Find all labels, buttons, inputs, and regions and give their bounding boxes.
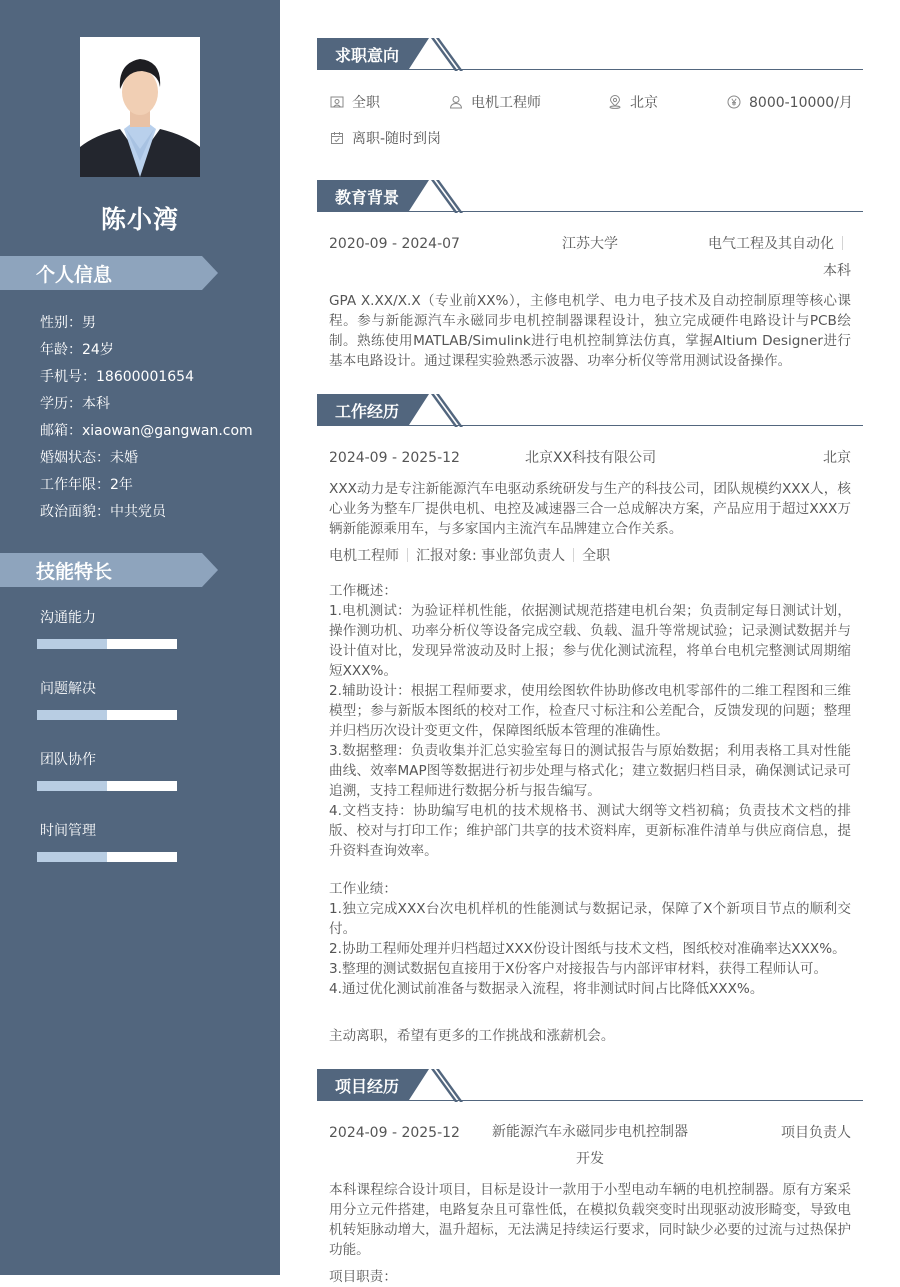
company-description: XXX动力是专注新能源汽车电驱动系统研发与生产的科技公司，团队规模约XXX人，核心业务为整车厂提供电机、电控及减速器三合一总成解决方案，产品应用于超过XXX万辆新能源乘用车，与多家国内主流汽车品牌建立合作关系。 xyxy=(329,481,851,537)
section-title: 项目经历 xyxy=(317,1069,409,1100)
info-age: 年龄：24岁 xyxy=(40,342,114,358)
skill-bar xyxy=(37,852,177,862)
education-description: GPA X.XX/X.X（专业前XX%），主修电机学、电力电子技术及自动控制原理等核心课程。参与新能源汽车永磁同步电机控制器课程设计，独立完成硬件电路设计与PCB绘制。熟练使用MATLAB/Simulink进行电机控制算法仿真，掌握Altium Designer进行基本电路设计。通过课程实验熟悉示波器、功率分析仪等常用测试设备操作。 xyxy=(329,293,851,369)
calendar-icon xyxy=(330,131,344,145)
project-role: 项目负责人 xyxy=(781,1125,851,1141)
info-phone: 手机号：18600001654 xyxy=(40,369,194,385)
achievement-item: 3.整理的测试数据包直接用于X份客户对接报告与内部评审材料，获得工程师认可。 xyxy=(329,961,828,977)
yuan-coin-icon xyxy=(727,95,741,109)
personal-info-title: 个人信息 xyxy=(36,264,113,286)
info-education: 学历：本科 xyxy=(40,396,110,412)
skill-bar-fill xyxy=(37,710,107,720)
skill-bar-fill xyxy=(37,781,107,791)
section-divider xyxy=(317,69,863,70)
person-icon xyxy=(449,95,463,109)
work-meta xyxy=(329,546,610,566)
sidebar xyxy=(0,0,280,1275)
info-email: 邮箱：xiaowan@gangwan.com xyxy=(40,423,253,439)
personal-info-list xyxy=(40,310,253,526)
overview-item: 2.辅助设计：根据工程师要求，使用绘图软件协助修改电机零部件的二维工程图和三维模型；参与新版本图纸的校对工作，检查尺寸标注和公差配合，反馈发现的问题；整理并归档历次设计变更文件，保障图纸版本管理的准确性。 xyxy=(329,683,851,739)
job-city: 北京 xyxy=(608,93,658,113)
section-header-project xyxy=(317,1069,863,1101)
decor-stripe xyxy=(431,180,458,213)
skill-bar xyxy=(37,710,177,720)
decor-stripe xyxy=(431,1069,458,1102)
achievements-title: 工作业绩： xyxy=(329,881,397,897)
work-company: 北京XX科技有限公司 xyxy=(525,450,657,466)
work-period: 2024-09 - 2025-12 xyxy=(329,450,460,466)
decor-stripe xyxy=(436,394,463,427)
section-divider xyxy=(317,425,863,426)
leave-reason: 主动离职，希望有更多的工作挑战和涨薪机会。 xyxy=(329,1028,615,1044)
achievement-item: 1.独立完成XXX台次电机样机的性能测试与数据记录，保障了X个新项目节点的顺利交付。 xyxy=(329,901,851,937)
info-political: 政治面貌：中共党员 xyxy=(40,504,166,520)
skill-label: 沟通能力 xyxy=(40,610,96,626)
overview-item: 4.文档支持：协助编写电机的技术规格书、测试大纲等文档初稿；负责技术文档的排版、校对与打印工作；维护部门共享的技术资料库，更新标准件清单与供应商信息，提升资料查询效率。 xyxy=(329,803,851,859)
location-pin-icon xyxy=(608,95,622,109)
info-marital: 婚姻状态：未婚 xyxy=(40,450,138,466)
work-job-type: 全职 xyxy=(582,548,611,564)
skill-label: 团队协作 xyxy=(40,752,96,768)
work-report-to: 汇报对象: 事业部负责人 xyxy=(416,548,566,564)
section-header-work xyxy=(317,394,863,426)
divider xyxy=(407,548,408,562)
section-divider xyxy=(317,1100,863,1101)
work-overview xyxy=(329,581,851,861)
skills-banner xyxy=(0,553,202,587)
info-gender: 性别：男 xyxy=(40,315,96,331)
divider xyxy=(573,548,574,562)
decor-stripe xyxy=(431,38,458,71)
job-salary: 8000-10000/月 xyxy=(727,93,853,113)
project-name: 新能源汽车永磁同步电机控制器开发 xyxy=(492,1124,688,1167)
skill-label: 时间管理 xyxy=(40,823,96,839)
profile-photo xyxy=(80,37,200,177)
skills-title: 技能特长 xyxy=(36,561,113,583)
achievement-item: 4.通过优化测试前准备与数据录入流程，将非测试时间占比降低XXX%。 xyxy=(329,981,764,997)
section-header-education xyxy=(317,180,863,212)
overview-title: 工作概述： xyxy=(329,583,397,599)
decor-stripe xyxy=(436,38,463,71)
skill-bar xyxy=(37,781,177,791)
education-school: 江苏大学 xyxy=(562,236,618,252)
section-title: 工作经历 xyxy=(317,394,409,425)
job-type: 全职 xyxy=(330,93,380,113)
skill-bar xyxy=(37,639,177,649)
section-header-job-intention xyxy=(317,38,863,70)
project-description: 本科课程综合设计项目，目标是设计一款用于小型电动车辆的电机控制器。原有方案采用分立元件搭建，电路复杂且可靠性低，在模拟负载突变时出现驱动波形畸变，导致电机转矩脉动增大，温升超标，无法满足持续运行要求，同时缺少必要的过流与过热保护功能。 xyxy=(329,1182,851,1258)
decor-stripe xyxy=(431,394,458,427)
briefcase-icon xyxy=(330,95,344,109)
work-city: 北京 xyxy=(823,450,851,466)
skill-bar-fill xyxy=(37,852,107,862)
candidate-name: 陈小湾 xyxy=(100,205,179,234)
section-divider xyxy=(317,211,863,212)
section-title: 求职意向 xyxy=(317,38,409,69)
personal-info-banner xyxy=(0,256,202,290)
skill-label: 问题解决 xyxy=(40,681,96,697)
education-period: 2020-09 - 2024-07 xyxy=(329,236,460,252)
overview-item: 1.电机测试：为验证样机性能，依据测试规范搭建电机台架；负责制定每日测试计划，操作测功机、功率分析仪等设备完成空载、负载、温升等常规试验；记录测试数据并与设计值对比，发现异常波动及时上报；参与优化测试流程，将单台电机完整测试周期缩短XXX%。 xyxy=(329,603,851,679)
info-years: 工作年限：2年 xyxy=(40,477,133,493)
skill-bar-fill xyxy=(37,639,107,649)
job-availability: 离职-随时到岗 xyxy=(330,129,441,149)
section-title: 教育背景 xyxy=(317,180,409,211)
education-degree: 本科 xyxy=(823,263,851,279)
job-position: 电机工程师 xyxy=(449,93,541,113)
education-major: 电气工程及其自动化 xyxy=(708,234,851,254)
achievement-item: 2.协助工程师处理并归档超过XXX份设计图纸与技术文档，图纸校对准确率达XXX%。 xyxy=(329,941,846,957)
decor-stripe xyxy=(436,180,463,213)
project-period: 2024-09 - 2025-12 xyxy=(329,1125,460,1141)
decor-stripe xyxy=(436,1069,463,1102)
divider xyxy=(842,236,843,250)
overview-item: 3.数据整理：负责收集并汇总实验室每日的测试报告与原始数据；利用表格工具对性能曲线、效率MAP图等数据进行初步处理与格式化；建立数据归档目录，确保测试记录可追溯，支持工程师进行数据分析与报告编写。 xyxy=(329,743,851,799)
work-role: 电机工程师 xyxy=(329,548,399,564)
project-duties-title: 项目职责： xyxy=(329,1269,397,1285)
work-achievements xyxy=(329,879,851,999)
